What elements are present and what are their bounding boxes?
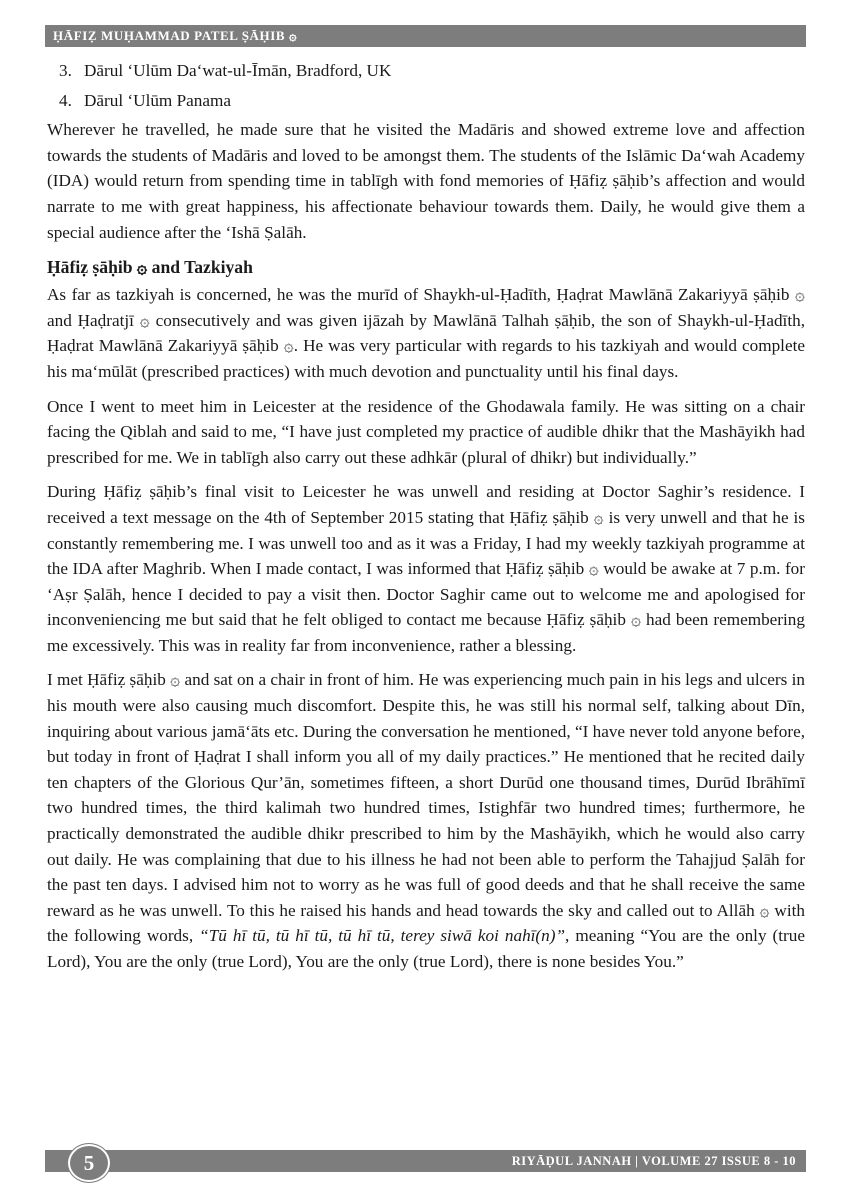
paragraph-daily-practices — [47, 667, 805, 974]
paragraph-final-visit: During Ḥāfiẓ ṣāḥib’s final visit to Leicester he was unwell and residing at Doctor Saghir’s residence. I received a text message on the 4th of September 2015 stating that Ḥāfiẓ ṣāḥib ۞ is very unwell and that he is constantly remembering me. I was unwell too and as it was a Friday, I had my weekly tazkiyah programme at the IDA after Maghrib. When I made contact, I was informed that Ḥāfiẓ ṣāḥib ۞ would be awake at 7 p.m. for ‘Aṣr Ṣalāh, hence I decided to pay a visit then. Doctor Saghir came out to welcome me and apologised for inconveniencing me but said that he felt obliged to contact me because Ḥāfiẓ ṣāḥib ۞ had been remembering me excessively. This was in reality far from inconvenience, rather a blessing. — [47, 482, 805, 655]
page-number: 5 — [83, 1150, 95, 1175]
header-title: ḤĀFIẒ MUḤAMMAD PATEL ṢĀḤIB ۞ — [53, 28, 297, 43]
running-footer — [45, 1150, 806, 1172]
urdu-quote: “Tū hī tū, tū hī tū, tū hī tū, terey siwā koi nahī(n)” — [199, 926, 566, 946]
page-number-badge — [68, 1144, 110, 1182]
madaris-list — [47, 58, 805, 113]
running-header — [45, 25, 806, 47]
list-text: Dārul ‘Ulūm Da‘wat-ul-Īmān, Bradford, UK — [84, 61, 392, 80]
section-heading-tazkiyah: Ḥāfiẓ ṣāḥib ۞ and Tazkiyah — [47, 257, 253, 278]
paragraph-text-end: , meaning “You are the only (true Lord), You are the only (true Lord), You are the only (true Lord), there is none besides You.” — [47, 926, 805, 971]
list-number: 4. — [59, 90, 72, 110]
list-number: 3. — [59, 61, 72, 80]
list-text: Dārul ‘Ulūm Panama — [84, 90, 232, 110]
list-item — [59, 88, 805, 114]
paragraph-tazkiyah: As far as tazkiyah is concerned, he was the murīd of Shaykh-ul-Ḥadīth, Ḥaḍrat Mawlānā Zakariyyā ṣāḥib ۞ and Ḥaḍratjī ۞ consecutively and was given ijāzah by Mawlānā Talhah ṣāḥib, the son of Shaykh-ul-Ḥadīth, Ḥaḍrat Mawlānā Zakariyyā ṣāḥib ۞. He was very particular with regards to his tazkiyah and would complete his ma‘mūlāt (prescribed practices) with much devotion and punctuality until his final days. — [47, 285, 805, 381]
article-body — [47, 58, 805, 984]
paragraph-leicester-visit: Once I went to meet him in Leicester at the residence of the Ghodawala family. He was sitting on a chair facing the Qiblah and said to me, “I have just completed my practice of audible dhikr that the Mashāyikh had prescribed for me. We in tablīgh also carry out these adhkār (plural of dhikr) but individually.” — [47, 396, 805, 467]
paragraph-text: I met Ḥāfiẓ ṣāḥib ۞ and sat on a chair in front of him. He was experiencing much pain in his legs and ulcers in his mouth were also causing much discomfort. Despite this, he was still his normal self, talking about Dīn, inquiring about various jamā‘āts etc. During the conversation he mentioned, “I have never told anyone before, but today in front of Ḥaḍrat I shall inform you all of my daily practices.” He mentioned that he recited daily ten chapters of the Glorious Qur’ān, sometimes fifteen, a short Durūd one thousand times, Durūd Ibrāhīmī two hundred times, the third kalimah two hundred times, Istighfār two hundred times; furthermore, he practically demonstrated the audible dhikr prescribed to him by the Mashāyikh, which he would also carry out daily. He was complaining that due to his illness he had not been able to perform the Tahajjud Ṣalāh for the past ten days. I advised him not to worry as he was full of good deeds and that he shall receive the same reward as he was unwell. To this he raised his hands and head towards the sky and called out to Allāh ۞ with the following words, — [47, 670, 805, 946]
list-item — [59, 58, 805, 84]
journal-title: RIYĀḌUL JANNAH | VOLUME 27 ISSUE 8 - 10 — [511, 1154, 796, 1168]
paragraph-madaris: Wherever he travelled, he made sure that he visited the Madāris and showed extreme love and affection towards the students of Madāris and loved to be amongst them. The students of the Islāmic Da‘wah Academy (IDA) would return from spending time in tablīgh with fond memories of Ḥāfiẓ ṣāḥib’s affection and would narrate to me with great happiness, his affectionate behaviour towards them. Daily, he would give them a special audience after the ‘Ishā Ṣalāh. — [47, 120, 805, 242]
